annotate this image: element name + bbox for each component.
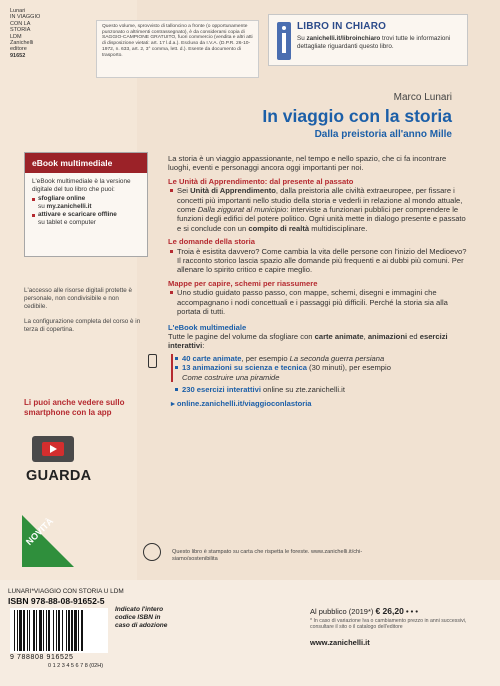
ebook-features [171, 354, 468, 382]
product-code: LUNARI*VIAGGIO CON STORIA U LDM [8, 588, 124, 595]
isbn: ISBN 978-88-08-91652-5 [8, 596, 105, 606]
isbn-instruction: Indicato l'intero codice ISBN in caso di adozione [115, 606, 168, 629]
libro-in-chiaro-box[interactable] [268, 14, 468, 66]
configuration-note: La configurazione completa del corso è in terza di copertina. [24, 318, 141, 333]
ebook-box-intro: L'eBook multimediale è la versione digitale del tuo libro che puoi: [32, 178, 131, 193]
novita-label: NOVITÀ [24, 515, 56, 548]
book-title: In viaggio con la storia [262, 106, 452, 126]
price: Al pubblico (2019*) € 26,20 • • • [310, 606, 418, 616]
video-app-icon [32, 436, 74, 462]
sample-copy-notice: Questo volume, sprovvisto di talloncino a fronte (o opportunamente punzonato o altrimenti contrassegnato), è da considerarsi copia di SAGGIO-CAMPIONE GRATUITO, fuori commercio (vendita e altri atti di disposizione vietati: art. 17 l.d.a.). Escluso da I.V.A. (D.P.R. 26-10-1972, n. 633, art. 2, 3° comma, lett. d.). Esente da documento di trasporto. [96, 20, 259, 78]
section-text: Troia è esistita davvero? Come cambia la vita delle persone con l'inizio del Medioevo? Il racconto storico lascia spazio alle domande più frequenti e ai dubbi più comuni. Per allenare lo spirito critico e capire meglio. [168, 247, 468, 275]
section-heading: Le Unità di Apprendimento: dal presente al passato [168, 176, 354, 186]
access-note: L'accesso alle risorse digitali protette è personale, non condivisibile e non cedibile. [24, 287, 132, 310]
libro-in-chiaro-title: LIBRO IN CHIARO [297, 21, 387, 32]
barcode-subcode: 0 1 2 3 4 5 6 7 8 (02H) [48, 663, 104, 669]
feature-item: 13 animazioni su scienza e tecnica (30 minuti), per esempio Come costruire una piramide [173, 363, 468, 382]
smartphone-icon [148, 354, 157, 368]
info-icon [277, 22, 291, 60]
section-heading: Mappe per capire, schemi per riassumere [168, 278, 318, 288]
libro-in-chiaro-link[interactable]: zanichelli.it/libroinchiaro [306, 35, 381, 42]
publisher-website[interactable]: www.zanichelli.it [310, 638, 370, 647]
barcode [10, 608, 108, 653]
ebook-box-header: eBook multimediale [25, 153, 147, 173]
author: Marco Lunari [393, 92, 452, 103]
barcode-number: 9 788808 916525 [10, 654, 74, 661]
eco-tree-icon [143, 543, 161, 561]
section-text: Uno studio guidato passo passo, con mappe, schemi, disegni e immagini che accompagnano i nodi concettuali e i passaggi più difficili. Perché la storia sia alla portata di tutti. [168, 288, 468, 316]
section-text: Sei Unità di Apprendimento, dalla preistoria alle civiltà extraeuropee, per fissare i concetti più importanti nello studio della storia e vederli in relazione al mondo attuale, come Dalla ziggurat al municipio: interviste a funzionari pubblici per comprendere le funzioni degli edifici del potere politico. Ogni unità mette in dialogo presente e passato e si conclude con un compito di realtà multidisciplinare. [168, 186, 468, 233]
libro-in-chiaro-text: Su zanichelli.it/libroinchiaro trovi tutte le informazioni dettagliate riguardanti questo libro. [297, 35, 451, 50]
section-heading: Le domande della storia [168, 237, 255, 247]
feature-item: 40 carte animate, per esempio La seconda guerra persiana [173, 354, 468, 363]
ebook-box-item: sfogliare online su my.zanichelli.it [32, 195, 140, 211]
guarda-label: GUARDA [26, 468, 92, 484]
ebook-box-item: attivare e scaricare offline su tablet e computer [32, 211, 140, 227]
ebook-text: Tutte le pagine del volume da sfogliare con carte animate, animazioni ed esercizi interattivi: [168, 331, 448, 351]
eco-notice: Questo libro è stampato su carta che rispetta le foreste. www.zanichelli.it/chi-siamo/sostenibilita [172, 549, 363, 562]
book-subtitle: Dalla preistoria all'anno Mille [314, 129, 452, 140]
smartphone-app-text: Li puoi anche vedere sullo smartphone con la app [24, 398, 125, 417]
feature-item: 230 esercizi interattivi online su zte.zanichelli.it [173, 385, 468, 394]
ebook-box [24, 152, 148, 257]
side-label: Lunari IN VIAGGIO CON LA STORIA LDM Zanichelli editore 91652 [10, 8, 41, 59]
main-description [168, 154, 468, 409]
price-note: * In caso di variazione Iva o cambiamento prezzo in anni successivi, consultare il sito o il catalogo dell'editore [310, 618, 467, 631]
online-link[interactable]: ▸ online.zanichelli.it/viaggioconlastoria [171, 399, 312, 409]
intro-text: La storia è un viaggio appassionante, nel tempo e nello spazio, che ci fa incontrare luoghi, eventi e personaggi ancora oggi importanti per noi. [168, 154, 447, 173]
my-zanichelli-link[interactable]: my.zanichelli.it [46, 203, 92, 210]
ebook-heading: L'eBook multimediale [168, 322, 247, 332]
